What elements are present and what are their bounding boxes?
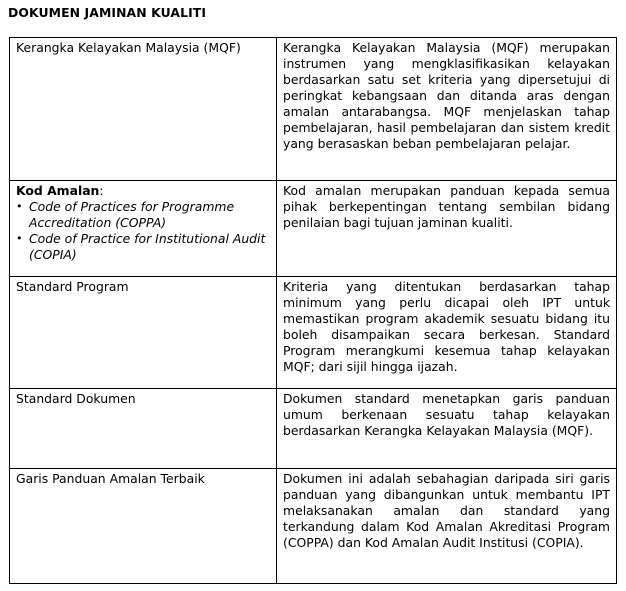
term-cell	[10, 469, 277, 584]
term-cell	[10, 389, 277, 469]
table-row	[10, 469, 617, 584]
code-item-label: Code of Practices for Programme Accreditation (COPPA)	[29, 199, 235, 230]
term-description: Kriteria yang ditentukan berdasarkan tahap minimum yang perlu dicapai oleh IPT untuk memastikan program akademik sesuatu bidang itu boleh disampaikan secara berkesan. Standard Program merangkumi kesemua tahap kelayakan MQF; dari sijil hingga ijazah.	[283, 279, 610, 374]
term-colon: :	[99, 183, 104, 198]
code-item-label: Code of Practice for Institutional Audit (COPIA)	[29, 231, 266, 262]
table-row	[10, 181, 617, 277]
term-description: Kod amalan merupakan panduan kepada semua pihak berkepentingan tentang sembilan bidang penilaian bagi tujuan jaminan kualiti.	[283, 183, 610, 230]
bullet-icon: •	[16, 232, 23, 245]
term-description: Dokumen standard menetapkan garis panduan umum berkenaan sesuatu tahap kelayakan berdasarkan Kerangka Kelayakan Malaysia (MQF).	[283, 391, 610, 438]
term-cell	[10, 181, 277, 277]
term-description: Kerangka Kelayakan Malaysia (MQF) merupakan instrumen yang mengklasifikasikan kelayakan berdasarkan satu set kriteria yang dipersetujui di peringkat kebangsaan dan ditanda aras dengan amalan antarabangsa. MQF menjelaskan tahap pembelajaran, hasil pembelajaran dan sistem kredit yang berasaskan beban pembelajaran pelajar.	[283, 40, 610, 151]
description-cell	[277, 181, 617, 277]
table-row	[10, 38, 617, 181]
term-cell	[10, 38, 277, 181]
quality-documents-table	[9, 37, 617, 584]
description-cell	[277, 469, 617, 584]
list-item	[16, 199, 270, 231]
table-row	[10, 277, 617, 389]
code-list	[16, 199, 270, 263]
description-cell	[277, 277, 617, 389]
table-row	[10, 389, 617, 469]
term-label: Garis Panduan Amalan Terbaik	[16, 471, 205, 486]
term-label: Standard Program	[16, 279, 129, 294]
term-cell	[10, 277, 277, 389]
description-cell	[277, 389, 617, 469]
term-label: Kod Amalan	[16, 183, 100, 198]
term-description: Dokumen ini adalah sebahagian daripada siri garis panduan yang dibangunkan untuk membantu IPT melaksanakan amalan dan standard yang terkandung dalam Kod Amalan Akreditasi Program (COPPA) dan Kod Amalan Audit Institusi (COPIA).	[283, 471, 610, 550]
term-label: Standard Dokumen	[16, 391, 136, 406]
list-item	[16, 231, 270, 263]
term-label: Kerangka Kelayakan Malaysia (MQF)	[16, 40, 241, 55]
document-title: DOKUMEN JAMINAN KUALITI	[8, 5, 207, 20]
bullet-icon: •	[16, 200, 23, 213]
description-cell	[277, 38, 617, 181]
